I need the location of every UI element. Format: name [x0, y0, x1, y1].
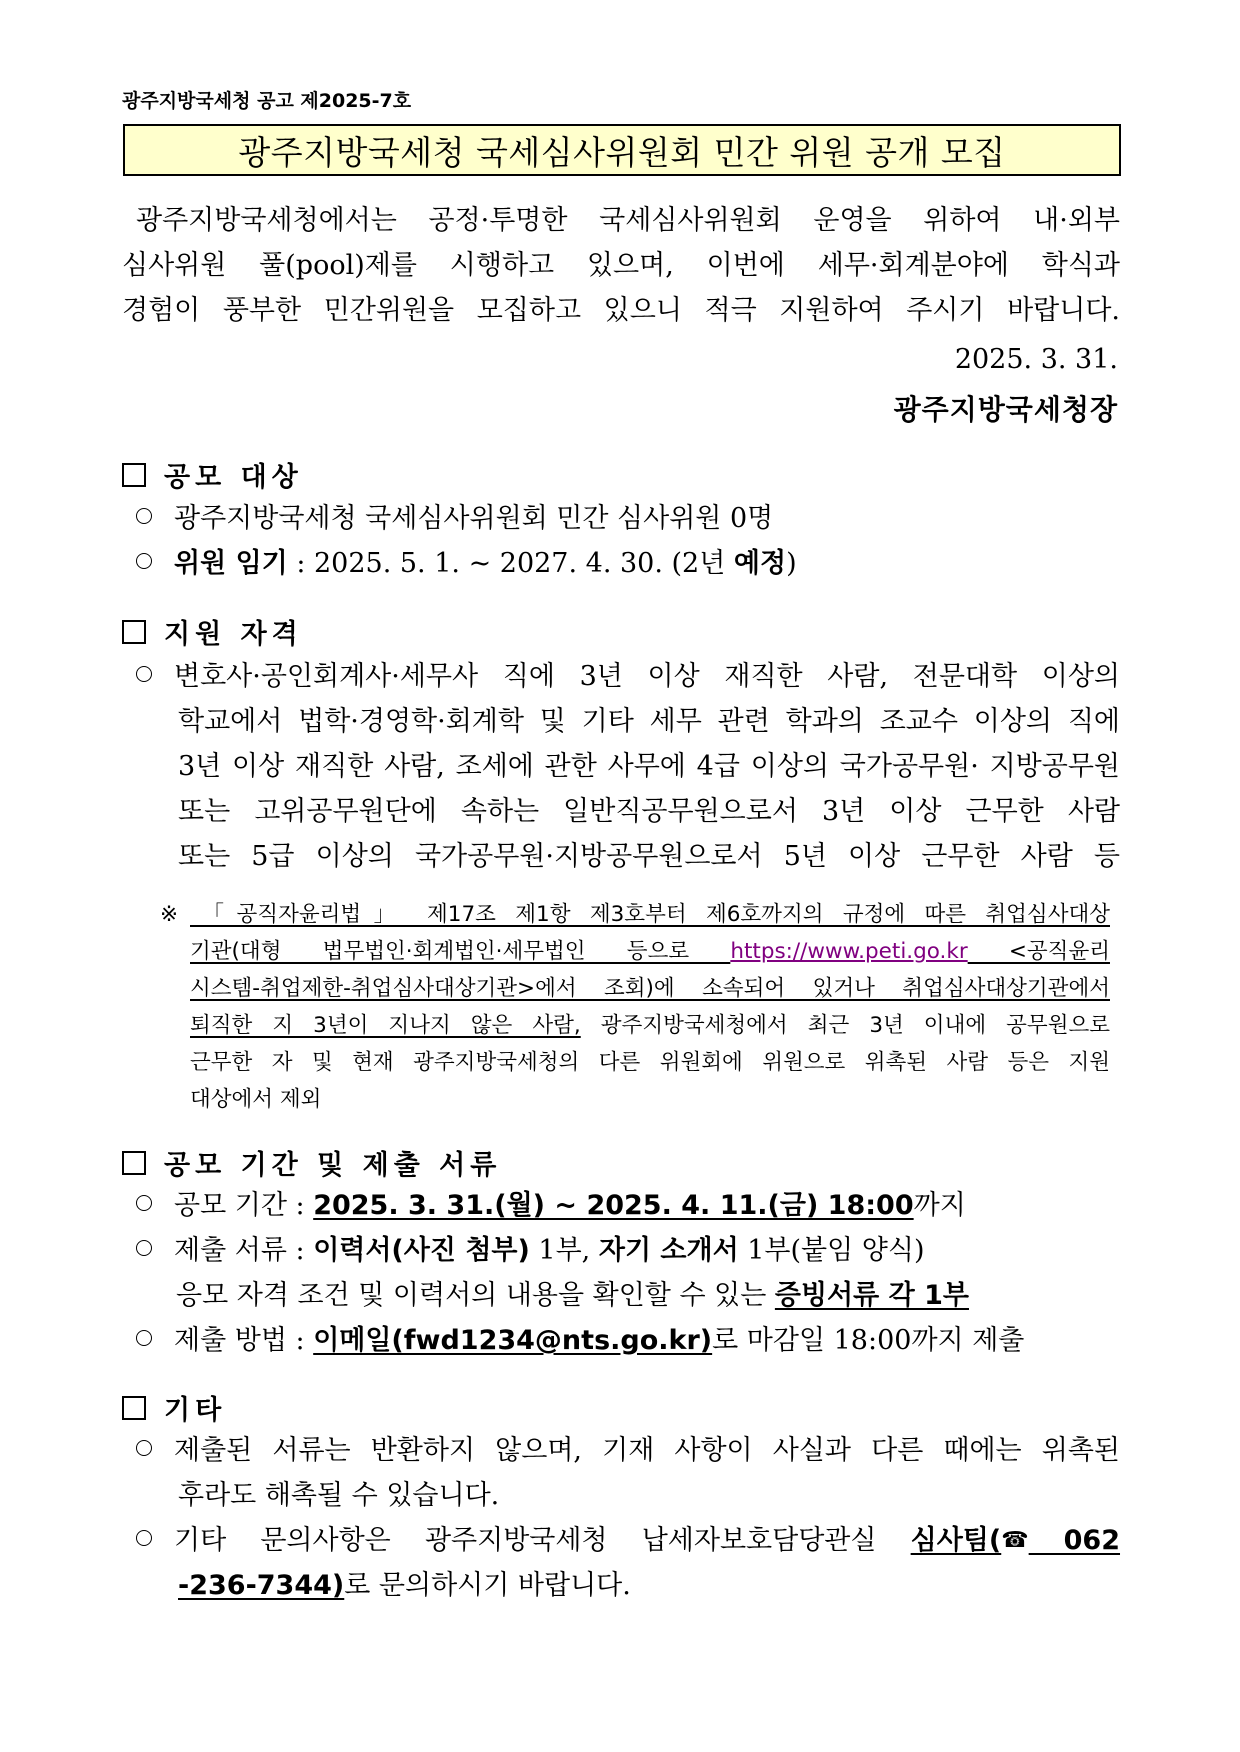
circle-bullet-icon [136, 1530, 152, 1546]
para-text: 로 문의하시기 바랍니다. [344, 1570, 631, 1601]
para-line [136, 654, 1120, 699]
para-line: 또는 고위공무원단에 속하는 일반직공무원으로서 3년 이상 근무한 사람 [178, 796, 1120, 827]
peti-link[interactable]: https://www.peti.go.kr [730, 939, 968, 964]
intro-paragraph [122, 198, 1120, 333]
note-line: 대상에서 제외 [190, 1087, 322, 1112]
note-line: 근무한 자 및 현재 광주지방국세청의 다른 위원회에 위원으로 위촉된 사람 등은 지원 [190, 1050, 1110, 1075]
list-item [136, 541, 797, 586]
para-text: 제출된 서류는 반환하지 않으며, 기재 사항이 사실과 다른 때에는 위촉된 [174, 1435, 1120, 1466]
note-text: 기관(대형 법무법인·회계법인·세무법인 등으로 [190, 939, 731, 964]
square-bullet-icon [122, 1396, 146, 1420]
term-value: 2025. 5. 1. ~ 2027. 4. 30. (2년 [314, 548, 734, 579]
note-line [160, 933, 1110, 970]
note-mark: ※ [160, 902, 179, 927]
square-bullet-icon [122, 463, 146, 487]
section-heading-target [122, 455, 303, 494]
section-heading-eligibility [122, 612, 303, 651]
note-text: <공직윤리 [967, 939, 1110, 964]
period-label: 공모 기간 [174, 1190, 287, 1221]
email-link[interactable]: 이메일(fwd1234@nts.go.kr) [313, 1325, 713, 1356]
exclusion-note [160, 896, 1110, 1118]
note-text: 광주지방국세청에서 최근 3년 이내에 공무원으로 [580, 1013, 1111, 1038]
period-suffix: 까지 [913, 1190, 966, 1221]
list-item: 제출 서류 : 이력서(사진 첨부) 1부, 자기 소개서 1부(붙임 양식) [136, 1228, 925, 1273]
circle-bullet-icon [136, 1330, 152, 1346]
method-suffix: 로 마감일 18:00까지 제출 [712, 1325, 1025, 1356]
para-line: 후라도 해촉될 수 있습니다. [178, 1480, 500, 1511]
para-line: 또는 5급 이상의 국가공무원·지방공무원으로서 5년 이상 근무한 사람 등 [178, 841, 1120, 872]
notice-number: 광주지방국세청 공고 제2025-7호 [122, 90, 412, 112]
circle-bullet-icon [136, 1440, 152, 1456]
docs-evidence: 증빙서류 각 1부 [774, 1280, 969, 1311]
notice-date: 2025. 3. 31. [954, 344, 1118, 375]
para-line [136, 1518, 1120, 1563]
section-title: 공모 대상 [164, 462, 303, 493]
para-text: 기타 문의사항은 광주지방국세청 납세자보호담당관실 [174, 1525, 911, 1556]
square-bullet-icon [122, 1151, 146, 1175]
circle-bullet-icon [136, 1240, 152, 1256]
other-paragraph [136, 1428, 1120, 1608]
note-text: 「공직자윤리법」 제17조 제1항 제3호부터 제6호까지의 규정에 따른 취업심사대상 [190, 902, 1110, 927]
page-title: 광주지방국세청 국세심사위원회 민간 위원 공개 모집 [238, 132, 1006, 172]
docs-resume: 이력서(사진 첨부) [313, 1235, 530, 1266]
para-text: 변호사·공인회계사·세무사 직에 3년 이상 재직한 사람, 전문대학 이상의 [174, 661, 1120, 692]
period-value: 2025. 3. 31.(월) ~ 2025. 4. 11.(금) 18:00 [313, 1190, 914, 1221]
team-name: 심사팀( [910, 1525, 1002, 1556]
item-text: 광주지방국세청 국세심사위원회 민간 심사위원 0명 [174, 503, 774, 534]
circle-bullet-icon [136, 1195, 152, 1211]
circle-bullet-icon [136, 508, 152, 524]
term-label: 위원 임기 [174, 548, 288, 579]
intro-line: 경험이 풍부한 민간위원을 모집하고 있으니 적극 지원하여 주시기 바랍니다. [122, 295, 1120, 326]
list-item [136, 496, 773, 541]
note-line [160, 896, 1110, 933]
docs-text: 1부, [529, 1235, 599, 1266]
phone-icon: ☎ [1001, 1528, 1029, 1553]
docs-intro: 자기 소개서 [598, 1235, 739, 1266]
section-heading-other [122, 1388, 226, 1427]
intro-line: 광주지방국세청에서는 공정·투명한 국세심사위원회 운영을 위하여 내·외부 [136, 205, 1120, 236]
list-item: 제출 방법 : 이메일(fwd1234@nts.go.kr)로 마감일 18:00까지 제출 [136, 1318, 1024, 1363]
separator: : [287, 548, 314, 579]
note-line: 시스템-취업제한-취업심사대상기관>에서 조회)에 소속되어 있거나 취업심사대상기관에서 [190, 976, 1110, 1001]
term-end: ) [786, 548, 797, 579]
intro-line: 심사위원 풀(pool)제를 시행하고 있으며, 이번에 세무·회계분야에 학식과 [122, 250, 1120, 281]
note-text: 퇴직한 지 3년이 지나지 않은 사람, [190, 1013, 581, 1038]
title-banner [123, 124, 1121, 176]
eligibility-paragraph [136, 654, 1120, 879]
phone-number: 062 [1028, 1525, 1121, 1556]
section-heading-period [122, 1143, 501, 1182]
circle-bullet-icon [136, 553, 152, 569]
note-line [160, 1007, 1110, 1044]
section-title: 지원 자격 [164, 619, 303, 650]
para-line: 학교에서 법학·경영학·회계학 및 기타 세무 관련 학과의 조교수 이상의 직에 [178, 706, 1120, 737]
list-item-continued [176, 1273, 969, 1318]
para-line [136, 1563, 1120, 1608]
phone-number: -236-7344) [178, 1570, 345, 1601]
circle-bullet-icon [136, 666, 152, 682]
list-item: 공모 기간 : 2025. 3. 31.(월) ~ 2025. 4. 11.(금) 18:00까지 [136, 1183, 966, 1228]
square-bullet-icon [122, 620, 146, 644]
para-line: 3년 이상 재직한 사람, 조세에 관한 사무에 4급 이상의 국가공무원· 지방공무원 [178, 751, 1120, 782]
term-note: 예정 [733, 548, 787, 579]
docs-text: 응모 자격 조건 및 이력서의 내용을 확인할 수 있는 [176, 1280, 775, 1311]
signer: 광주지방국세청장 [893, 393, 1118, 426]
method-label: 제출 방법 [174, 1325, 287, 1356]
docs-text: 1부(붙임 양식) [738, 1235, 925, 1266]
section-title: 공모 기간 및 제출 서류 [164, 1150, 502, 1181]
section-title: 기타 [164, 1395, 227, 1426]
para-line [136, 1428, 1120, 1473]
contact-team [911, 1525, 1120, 1556]
docs-label: 제출 서류 [174, 1235, 287, 1266]
